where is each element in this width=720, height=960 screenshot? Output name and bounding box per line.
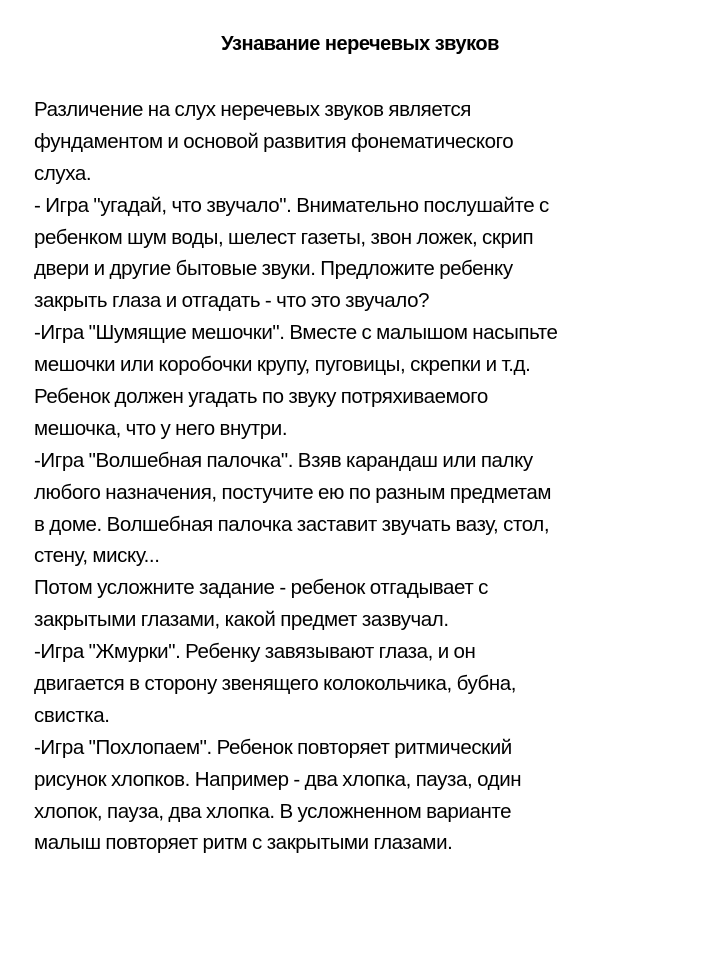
text-line: -Игра "Волшебная палочка". Взяв карандаш или палку [34,448,533,472]
text-line: двигается в сторону звенящего колокольчика, бубна, [34,672,517,696]
text-line: рисунок хлопков. Например - два хлопка, пауза, один [34,767,522,791]
text-line: мешочка, что у него внутри. [34,416,288,440]
text-line: стену, миску... [34,544,160,568]
text-line: в доме. Волшебная палочка заставит звучать вазу, стол, [34,512,550,536]
text-line: Потом усложните задание - ребенок отгадывает с [34,576,489,600]
text-line: Различение на слух неречевых звуков является [34,98,472,121]
text-line: - Игра "угадай, что звучало". Внимательно послушайте с [34,193,549,217]
text-line: хлопок, пауза, два хлопка. В усложненном варианте [34,799,512,823]
text-line: мешочки или коробочки крупу, пуговицы, скрепки и т.д. [34,353,531,377]
text-line: закрытыми глазами, какой предмет зазвучал. [34,608,449,632]
text-line: слуха. [34,161,92,185]
text-line: закрыть глаза и отгадать - что это звучало? [34,289,430,313]
text-line: малыш повторяет ритм с закрытыми глазами. [34,831,453,855]
text-line: Ребенок должен угадать по звуку потряхиваемого [34,385,488,409]
text-line: фундаментом и основой развития фонематического [34,129,514,153]
text-line: свистка. [34,703,110,727]
text-line: -Игра "Жмурки". Ребенку завязывают глаза, и он [34,640,476,664]
body-text [34,94,694,859]
text-line: -Игра "Шумящие мешочки". Вместе с малышом насыпьте [34,321,558,345]
page-title: Узнавание неречевых звуков [221,33,499,55]
text-line: любого назначения, постучите ею по разным предметам [34,480,552,504]
text-line: ребенком шум воды, шелест газеты, звон ложек, скрип [34,225,534,249]
text-line: двери и другие бытовые звуки. Предложите ребенку [34,257,513,281]
text-line: -Игра "Похлопаем". Ребенок повторяет ритмический [34,735,512,759]
